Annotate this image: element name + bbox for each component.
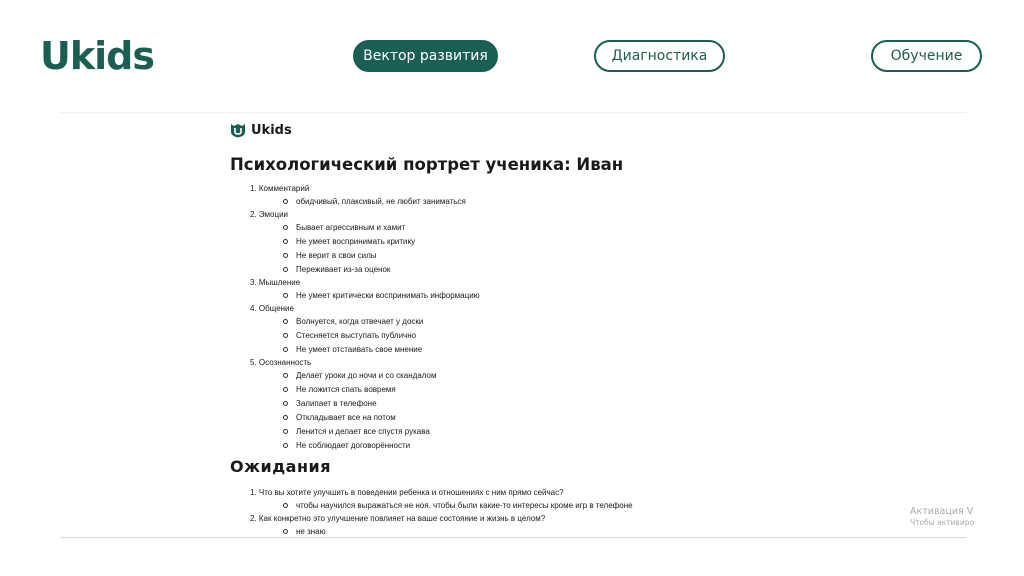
portrait-list [230, 183, 480, 453]
list-item: Не умеет критически воспринимать информацию [230, 289, 480, 303]
learning-button[interactable]: Обучение [871, 40, 982, 72]
list-item [230, 357, 480, 453]
expectation-question: 2. Как конкретно это улучшение повлияет на ваше состояние и жизнь в целом? [250, 514, 546, 523]
expectations-heading: Ожидания [230, 457, 331, 476]
list-item: Не верит в свои силы [230, 249, 480, 263]
section-heading-emotions: 2. Эмоции [250, 210, 289, 219]
section-heading-comment: 1. Комментарий [250, 184, 310, 193]
expectation-question: 1. Что вы хотите улучшить в поведении ребенка и отношениях с ним прямо сейчас? [250, 488, 564, 497]
expectation-answer: не знаю [230, 525, 633, 538]
report-document [60, 112, 966, 538]
list-item: Ленится и делает все спустя рукава [230, 425, 480, 439]
section-heading-communication: 4. Общение [250, 304, 294, 313]
list-item [230, 486, 633, 512]
sub-list [230, 525, 633, 538]
list-item [230, 303, 480, 357]
sub-list [230, 369, 480, 453]
ukids-logo[interactable]: Ukids [40, 34, 154, 78]
list-item: Волнуется, когда отвечает у доски [230, 315, 480, 329]
list-item: Делает уроки до ночи и со скандалом [230, 369, 480, 383]
list-item: Не умеет отстаивать свое мнение [230, 343, 480, 357]
list-item [230, 512, 633, 538]
sub-list [230, 195, 480, 209]
diagnostics-button[interactable]: Диагностика [594, 40, 725, 72]
list-item: Не умеет воспринимать критику [230, 235, 480, 249]
list-item [230, 209, 480, 277]
list-item: Откладывает все на потом [230, 411, 480, 425]
list-item [230, 277, 480, 303]
list-item: Залипает в телефоне [230, 397, 480, 411]
watermark-line-1: Активация V [910, 506, 974, 517]
list-item: Стесняется выступать публично [230, 329, 480, 343]
section-heading-thinking: 3. Мышление [250, 278, 301, 287]
expectation-answer: чтобы научился выражаться не ноя. чтобы были какие-то интересы кроме игр в телефоне [230, 499, 633, 512]
list-item: обидчивый, плаксивый, не любит заниматься [230, 195, 480, 209]
list-item: Бывает агрессивным и хамит [230, 221, 480, 235]
expectations-list [230, 486, 633, 538]
sub-list [230, 315, 480, 357]
activation-watermark [910, 506, 974, 528]
list-item: Не ложится спать вовремя [230, 383, 480, 397]
section-heading-awareness: 5. Осознанность [250, 358, 312, 367]
document-title: Психологический портрет ученика: Иван [230, 155, 624, 174]
list-item: Переживает из-за оценок [230, 263, 480, 277]
sub-list [230, 289, 480, 303]
vector-development-button[interactable]: Вектор развития [353, 40, 498, 72]
list-item: Не соблюдает договорённости [230, 439, 480, 453]
list-item [230, 183, 480, 209]
shield-logo-icon [230, 123, 246, 138]
watermark-line-2: Чтобы активиро [910, 518, 975, 527]
document-logo-text: Ukids [251, 123, 292, 138]
sub-list [230, 221, 480, 277]
sub-list [230, 499, 633, 512]
document-logo [230, 123, 292, 138]
